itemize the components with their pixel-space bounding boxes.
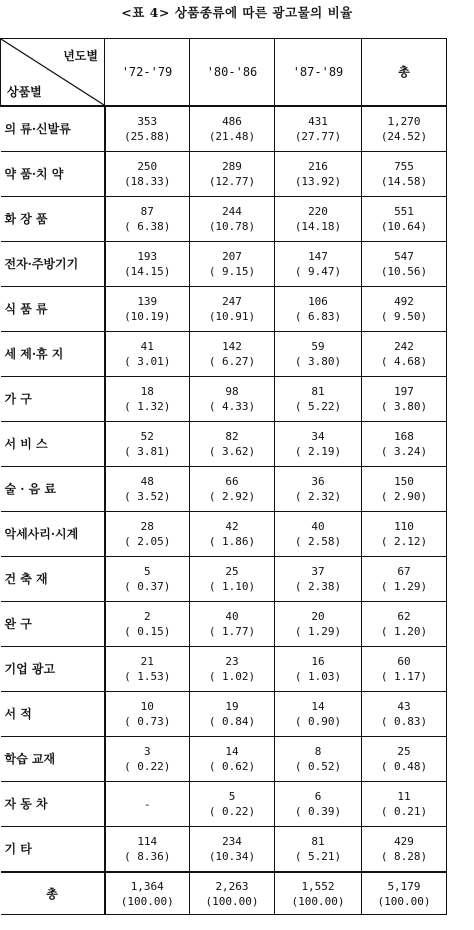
value-cell bbox=[190, 692, 275, 737]
count-value: 10 bbox=[140, 700, 154, 713]
count-value: - bbox=[143, 797, 151, 811]
value-cell bbox=[105, 242, 190, 287]
count-value: 755 bbox=[394, 160, 414, 173]
count-value: 16 bbox=[311, 655, 325, 668]
value-cell bbox=[105, 152, 190, 197]
value-cell bbox=[362, 782, 447, 827]
value-cell bbox=[105, 647, 190, 692]
value-cell bbox=[105, 422, 190, 467]
count-value: 25 bbox=[225, 565, 239, 578]
category-axis-label: 상품별 bbox=[7, 85, 42, 99]
percent-value: ( 3.24) bbox=[380, 445, 428, 458]
count-value: 11 bbox=[397, 790, 411, 803]
count-value: 486 bbox=[222, 115, 242, 128]
count-value: 98 bbox=[225, 385, 239, 398]
table-row bbox=[1, 782, 447, 827]
value-cell bbox=[190, 106, 275, 152]
count-value: 87 bbox=[140, 205, 154, 218]
table-row bbox=[1, 242, 447, 287]
category-label: 세 제·휴 지 bbox=[4, 347, 64, 361]
value-cell bbox=[105, 467, 190, 512]
category-cell bbox=[1, 647, 105, 692]
percent-value: ( 0.22) bbox=[208, 805, 256, 818]
count-value: 21 bbox=[140, 655, 154, 668]
category-cell bbox=[1, 692, 105, 737]
count-value: 168 bbox=[394, 430, 414, 443]
percent-value: (14.18) bbox=[294, 220, 342, 233]
count-value: 114 bbox=[137, 835, 158, 848]
percent-value: ( 0.39) bbox=[294, 805, 342, 818]
percent-value: ( 8.28) bbox=[380, 850, 428, 863]
value-cell bbox=[190, 467, 275, 512]
value-cell bbox=[190, 827, 275, 873]
count-value: 8 bbox=[314, 745, 322, 758]
category-label: 전자·주방기기 bbox=[4, 257, 79, 271]
count-value: 52 bbox=[140, 430, 154, 443]
percent-value: ( 0.83) bbox=[380, 715, 428, 728]
percent-value: ( 0.37) bbox=[124, 580, 171, 593]
percent-value: ( 8.36) bbox=[124, 850, 171, 863]
value-cell bbox=[105, 287, 190, 332]
table-row bbox=[1, 692, 447, 737]
percent-value: ( 9.50) bbox=[380, 310, 428, 323]
category-label: 악세사리·시계 bbox=[4, 527, 79, 541]
total-row bbox=[1, 872, 447, 915]
category-cell bbox=[1, 467, 105, 512]
value-cell bbox=[190, 737, 275, 782]
value-cell bbox=[362, 647, 447, 692]
category-cell bbox=[1, 332, 105, 377]
count-value: 106 bbox=[308, 295, 328, 308]
table-row bbox=[1, 377, 447, 422]
value-cell bbox=[105, 512, 190, 557]
category-label: 자 동 차 bbox=[4, 797, 48, 811]
count-value: 59 bbox=[311, 340, 325, 353]
value-cell bbox=[275, 332, 362, 377]
percent-value: (10.56) bbox=[380, 265, 428, 278]
percent-value: ( 1.10) bbox=[208, 580, 256, 593]
count-value: 216 bbox=[308, 160, 328, 173]
count-value: 66 bbox=[225, 475, 239, 488]
value-cell bbox=[190, 557, 275, 602]
category-cell bbox=[1, 377, 105, 422]
category-cell bbox=[1, 106, 105, 152]
percent-value: (100.00) bbox=[205, 894, 259, 908]
count-value: 81 bbox=[311, 385, 325, 398]
category-label: 가 구 bbox=[4, 392, 32, 406]
value-cell bbox=[105, 377, 190, 422]
table-row bbox=[1, 467, 447, 512]
percent-value: ( 1.20) bbox=[380, 625, 428, 638]
value-cell bbox=[362, 106, 447, 152]
count-value: 2 bbox=[143, 610, 151, 623]
count-value: 1,270 bbox=[387, 115, 421, 128]
column-header-period-3: '87-'89 bbox=[275, 39, 362, 107]
percent-value: ( 1.02) bbox=[208, 670, 256, 683]
percent-value: ( 4.68) bbox=[380, 355, 428, 368]
value-cell bbox=[190, 422, 275, 467]
category-cell bbox=[1, 197, 105, 242]
percent-value: ( 6.83) bbox=[294, 310, 342, 323]
percent-value: (12.77) bbox=[208, 175, 256, 188]
value-cell bbox=[105, 332, 190, 377]
percent-value: (14.15) bbox=[124, 265, 171, 278]
percent-value: ( 6.27) bbox=[208, 355, 256, 368]
percent-value: ( 3.01) bbox=[124, 355, 171, 368]
count-value: 42 bbox=[225, 520, 239, 533]
count-value: 6 bbox=[314, 790, 322, 803]
value-cell bbox=[105, 782, 190, 827]
count-value: 207 bbox=[222, 250, 242, 263]
count-value: 67 bbox=[397, 565, 411, 578]
value-cell bbox=[362, 557, 447, 602]
value-cell bbox=[190, 242, 275, 287]
value-cell bbox=[105, 737, 190, 782]
value-cell bbox=[275, 197, 362, 242]
count-value: 551 bbox=[394, 205, 414, 218]
value-cell bbox=[190, 647, 275, 692]
value-cell bbox=[275, 106, 362, 152]
percent-value: ( 6.38) bbox=[124, 220, 171, 233]
count-value: 142 bbox=[222, 340, 242, 353]
count-value: 34 bbox=[311, 430, 325, 443]
value-cell bbox=[275, 827, 362, 873]
header-row bbox=[1, 39, 447, 107]
count-value: 353 bbox=[137, 115, 158, 128]
percent-value: ( 2.32) bbox=[294, 490, 342, 503]
table-title: <표 4> 상품종류에 따른 광고물의 비율 bbox=[121, 5, 353, 20]
percent-value: ( 0.21) bbox=[380, 805, 428, 818]
table-row bbox=[1, 422, 447, 467]
percent-value: ( 3.81) bbox=[124, 445, 171, 458]
count-value: 242 bbox=[394, 340, 414, 353]
percent-value: (100.00) bbox=[120, 894, 174, 908]
count-value: 3 bbox=[143, 745, 151, 758]
count-value: 139 bbox=[137, 295, 158, 308]
count-value: 2,263 bbox=[215, 879, 249, 893]
count-value: 5 bbox=[228, 790, 236, 803]
total-label: 총 bbox=[1, 872, 105, 915]
value-cell bbox=[362, 377, 447, 422]
value-cell bbox=[362, 512, 447, 557]
percent-value: (10.64) bbox=[380, 220, 428, 233]
value-cell bbox=[275, 737, 362, 782]
percent-value: ( 2.90) bbox=[380, 490, 428, 503]
percent-value: ( 2.58) bbox=[294, 535, 342, 548]
table-row bbox=[1, 197, 447, 242]
count-value: 147 bbox=[308, 250, 328, 263]
table-row bbox=[1, 152, 447, 197]
value-cell bbox=[362, 692, 447, 737]
percent-value: (18.33) bbox=[124, 175, 171, 188]
value-cell bbox=[105, 106, 190, 152]
value-cell bbox=[362, 152, 447, 197]
percent-value: ( 0.15) bbox=[124, 625, 171, 638]
percent-value: ( 0.62) bbox=[208, 760, 256, 773]
percent-value: ( 5.22) bbox=[294, 400, 342, 413]
value-cell bbox=[105, 557, 190, 602]
percent-value: (10.91) bbox=[208, 310, 256, 323]
value-cell bbox=[362, 737, 447, 782]
value-cell bbox=[190, 377, 275, 422]
percent-value: ( 1.77) bbox=[208, 625, 256, 638]
table-row bbox=[1, 332, 447, 377]
count-value: 1,364 bbox=[130, 879, 164, 893]
value-cell bbox=[190, 782, 275, 827]
percent-value: ( 1.03) bbox=[294, 670, 342, 683]
column-header-total: 총 bbox=[362, 39, 447, 107]
percent-value: ( 2.92) bbox=[208, 490, 256, 503]
value-cell bbox=[275, 692, 362, 737]
percent-value: (10.19) bbox=[124, 310, 171, 323]
category-cell bbox=[1, 827, 105, 873]
value-cell bbox=[190, 152, 275, 197]
category-cell bbox=[1, 152, 105, 197]
value-cell bbox=[190, 512, 275, 557]
category-cell bbox=[1, 287, 105, 332]
percent-value: ( 3.80) bbox=[380, 400, 428, 413]
category-label: 약 품·치 약 bbox=[4, 167, 64, 181]
table-row bbox=[1, 106, 447, 152]
percent-value: ( 2.05) bbox=[124, 535, 171, 548]
value-cell bbox=[105, 827, 190, 873]
table-row bbox=[1, 557, 447, 602]
percent-value: ( 9.15) bbox=[208, 265, 256, 278]
count-value: 40 bbox=[311, 520, 325, 533]
year-axis-label: 년도별 bbox=[63, 49, 98, 63]
value-cell bbox=[362, 287, 447, 332]
category-label: 기 타 bbox=[4, 842, 32, 856]
percent-value: ( 3.52) bbox=[124, 490, 171, 503]
column-header-period-1: '72-'79 bbox=[105, 39, 190, 107]
value-cell bbox=[190, 332, 275, 377]
value-cell bbox=[275, 647, 362, 692]
category-label: 건 축 재 bbox=[4, 572, 48, 586]
value-cell bbox=[105, 872, 190, 915]
count-value: 220 bbox=[308, 205, 328, 218]
percent-value: (10.78) bbox=[208, 220, 256, 233]
count-value: 48 bbox=[140, 475, 154, 488]
table-row bbox=[1, 647, 447, 692]
percent-value: ( 0.48) bbox=[380, 760, 428, 773]
table-row bbox=[1, 827, 447, 873]
count-value: 234 bbox=[222, 835, 242, 848]
category-cell bbox=[1, 242, 105, 287]
value-cell bbox=[190, 197, 275, 242]
count-value: 431 bbox=[308, 115, 328, 128]
category-label: 서 비 스 bbox=[4, 437, 48, 451]
count-value: 110 bbox=[394, 520, 414, 533]
count-value: 36 bbox=[311, 475, 325, 488]
value-cell bbox=[190, 872, 275, 915]
value-cell bbox=[275, 557, 362, 602]
count-value: 1,552 bbox=[301, 879, 335, 893]
value-cell bbox=[275, 512, 362, 557]
count-value: 247 bbox=[222, 295, 242, 308]
value-cell bbox=[362, 467, 447, 512]
count-value: 25 bbox=[397, 745, 411, 758]
count-value: 244 bbox=[222, 205, 242, 218]
percent-value: ( 3.62) bbox=[208, 445, 256, 458]
percent-value: ( 0.52) bbox=[294, 760, 342, 773]
percent-value: ( 5.21) bbox=[294, 850, 342, 863]
count-value: 28 bbox=[140, 520, 154, 533]
count-value: 20 bbox=[311, 610, 325, 623]
percent-value: (100.00) bbox=[291, 894, 345, 908]
category-cell bbox=[1, 557, 105, 602]
category-label: 의 류·신발류 bbox=[4, 122, 71, 136]
count-value: 14 bbox=[311, 700, 325, 713]
value-cell bbox=[105, 602, 190, 647]
count-value: 14 bbox=[225, 745, 239, 758]
percent-value: ( 2.12) bbox=[380, 535, 428, 548]
percent-value: ( 2.38) bbox=[294, 580, 342, 593]
count-value: 62 bbox=[397, 610, 411, 623]
percent-value: ( 0.22) bbox=[124, 760, 171, 773]
percent-value: ( 1.53) bbox=[124, 670, 171, 683]
percent-value: (24.52) bbox=[380, 130, 428, 143]
value-cell bbox=[362, 242, 447, 287]
category-label: 식 품 류 bbox=[4, 302, 48, 316]
count-value: 40 bbox=[225, 610, 239, 623]
count-value: 37 bbox=[311, 565, 325, 578]
count-value: 43 bbox=[397, 700, 411, 713]
category-label: 기업 광고 bbox=[4, 662, 56, 676]
value-cell bbox=[190, 287, 275, 332]
category-label: 학습 교재 bbox=[4, 752, 56, 766]
value-cell bbox=[362, 602, 447, 647]
percent-value: (100.00) bbox=[377, 894, 431, 908]
count-value: 5 bbox=[143, 565, 151, 578]
category-label: 화 장 품 bbox=[4, 212, 48, 226]
percent-value: ( 0.90) bbox=[294, 715, 342, 728]
value-cell bbox=[275, 872, 362, 915]
count-value: 18 bbox=[140, 385, 154, 398]
value-cell bbox=[275, 422, 362, 467]
value-cell bbox=[105, 692, 190, 737]
table-row bbox=[1, 602, 447, 647]
count-value: 23 bbox=[225, 655, 239, 668]
value-cell bbox=[275, 287, 362, 332]
value-cell bbox=[275, 152, 362, 197]
percent-value: ( 1.17) bbox=[380, 670, 428, 683]
category-label: 술 · 음 료 bbox=[4, 482, 56, 496]
ad-ratio-table bbox=[0, 38, 447, 915]
count-value: 193 bbox=[137, 250, 158, 263]
percent-value: ( 2.19) bbox=[294, 445, 342, 458]
table-row bbox=[1, 287, 447, 332]
count-value: 19 bbox=[225, 700, 239, 713]
count-value: 81 bbox=[311, 835, 325, 848]
count-value: 429 bbox=[394, 835, 414, 848]
percent-value: ( 1.29) bbox=[294, 625, 342, 638]
count-value: 60 bbox=[397, 655, 411, 668]
category-label: 완 구 bbox=[4, 617, 32, 631]
percent-value: ( 3.80) bbox=[294, 355, 342, 368]
value-cell bbox=[362, 332, 447, 377]
percent-value: (21.48) bbox=[208, 130, 256, 143]
value-cell bbox=[190, 602, 275, 647]
value-cell bbox=[275, 377, 362, 422]
count-value: 289 bbox=[222, 160, 242, 173]
category-label: 서 적 bbox=[4, 707, 32, 721]
category-cell bbox=[1, 512, 105, 557]
category-cell bbox=[1, 422, 105, 467]
value-cell bbox=[362, 197, 447, 242]
percent-value: ( 4.33) bbox=[208, 400, 256, 413]
count-value: 150 bbox=[394, 475, 414, 488]
value-cell bbox=[362, 827, 447, 873]
value-cell bbox=[105, 197, 190, 242]
percent-value: ( 1.29) bbox=[380, 580, 428, 593]
count-value: 82 bbox=[225, 430, 239, 443]
value-cell bbox=[362, 872, 447, 915]
count-value: 197 bbox=[394, 385, 414, 398]
count-value: 5,179 bbox=[387, 879, 421, 893]
count-value: 41 bbox=[140, 340, 154, 353]
percent-value: ( 1.32) bbox=[124, 400, 171, 413]
value-cell bbox=[275, 782, 362, 827]
percent-value: ( 1.86) bbox=[208, 535, 256, 548]
percent-value: ( 9.47) bbox=[294, 265, 342, 278]
value-cell bbox=[275, 467, 362, 512]
percent-value: (27.77) bbox=[294, 130, 342, 143]
table-row bbox=[1, 512, 447, 557]
percent-value: ( 0.73) bbox=[124, 715, 171, 728]
value-cell bbox=[275, 602, 362, 647]
percent-value: (25.88) bbox=[124, 130, 171, 143]
count-value: 492 bbox=[394, 295, 414, 308]
count-value: 547 bbox=[394, 250, 414, 263]
table-row bbox=[1, 737, 447, 782]
value-cell bbox=[362, 422, 447, 467]
value-cell bbox=[275, 242, 362, 287]
category-cell bbox=[1, 602, 105, 647]
category-cell bbox=[1, 737, 105, 782]
corner-cell bbox=[1, 39, 105, 107]
category-cell bbox=[1, 782, 105, 827]
count-value: 250 bbox=[137, 160, 158, 173]
percent-value: (14.58) bbox=[380, 175, 428, 188]
percent-value: ( 0.84) bbox=[208, 715, 256, 728]
percent-value: (13.92) bbox=[294, 175, 342, 188]
column-header-period-2: '80-'86 bbox=[190, 39, 275, 107]
percent-value: (10.34) bbox=[208, 850, 256, 863]
